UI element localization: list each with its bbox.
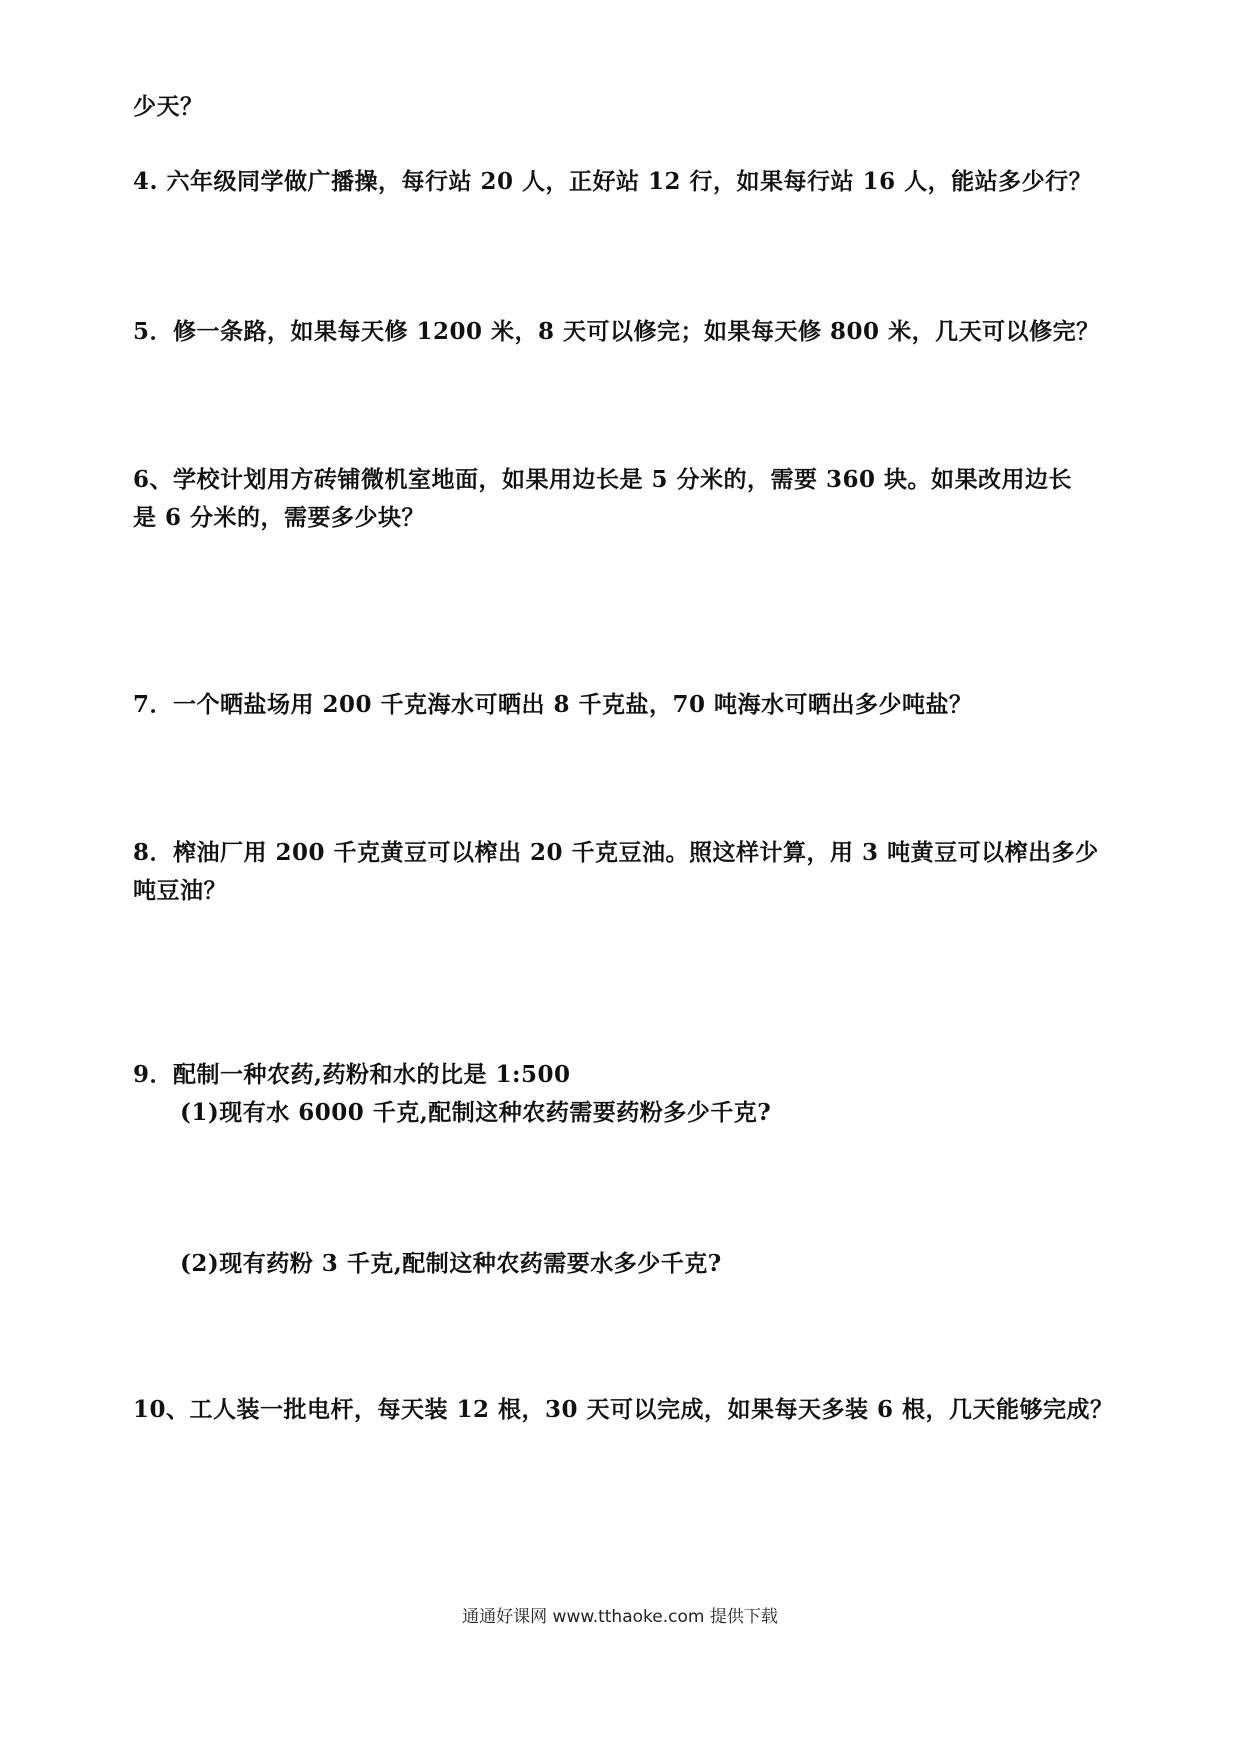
question-8-line-1: 8．榨油厂用 200 千克黄豆可以榨出 20 千克豆油。照这样计算，用 3 吨黄豆可以榨出多少	[133, 839, 1099, 866]
footer-source-note: 通通好课网 www.tthaoke.com 提供下载	[462, 1607, 778, 1627]
question-7: 7．一个晒盐场用 200 千克海水可晒出 8 千克盐，70 吨海水可晒出多少吨盐？	[133, 691, 973, 718]
question-9: 9．配制一种农药,药粉和水的比是 1:500	[133, 1061, 571, 1088]
question-5: 5．修一条路，如果每天修 1200 米，8 天可以修完；如果每天修 800 米，几天可以修完？	[133, 318, 1100, 345]
question-10: 10、工人装一批电杆，每天装 12 根，30 天可以完成，如果每天多装 6 根，几天能够完成？	[133, 1396, 1114, 1423]
question-6-line-2: 是 6 分米的，需要多少块？	[133, 504, 426, 531]
question-6-line-1: 6、学校计划用方砖铺微机室地面，如果用边长是 5 分米的，需要 360 块。如果改用边长	[133, 466, 1073, 493]
question-4: 4. 六年级同学做广播操，每行站 20 人，正好站 12 行，如果每行站 16 人，能站多少行？	[133, 168, 1093, 195]
question-9-part-2: (2)现有药粉 3 千克,配制这种农药需要水多少千克?	[180, 1250, 722, 1277]
question-3-continued: 少天？	[133, 93, 204, 120]
question-8-line-2: 吨豆油？	[133, 877, 227, 904]
question-9-part-1: (1)现有水 6000 千克,配制这种农药需要药粉多少千克?	[180, 1099, 772, 1126]
